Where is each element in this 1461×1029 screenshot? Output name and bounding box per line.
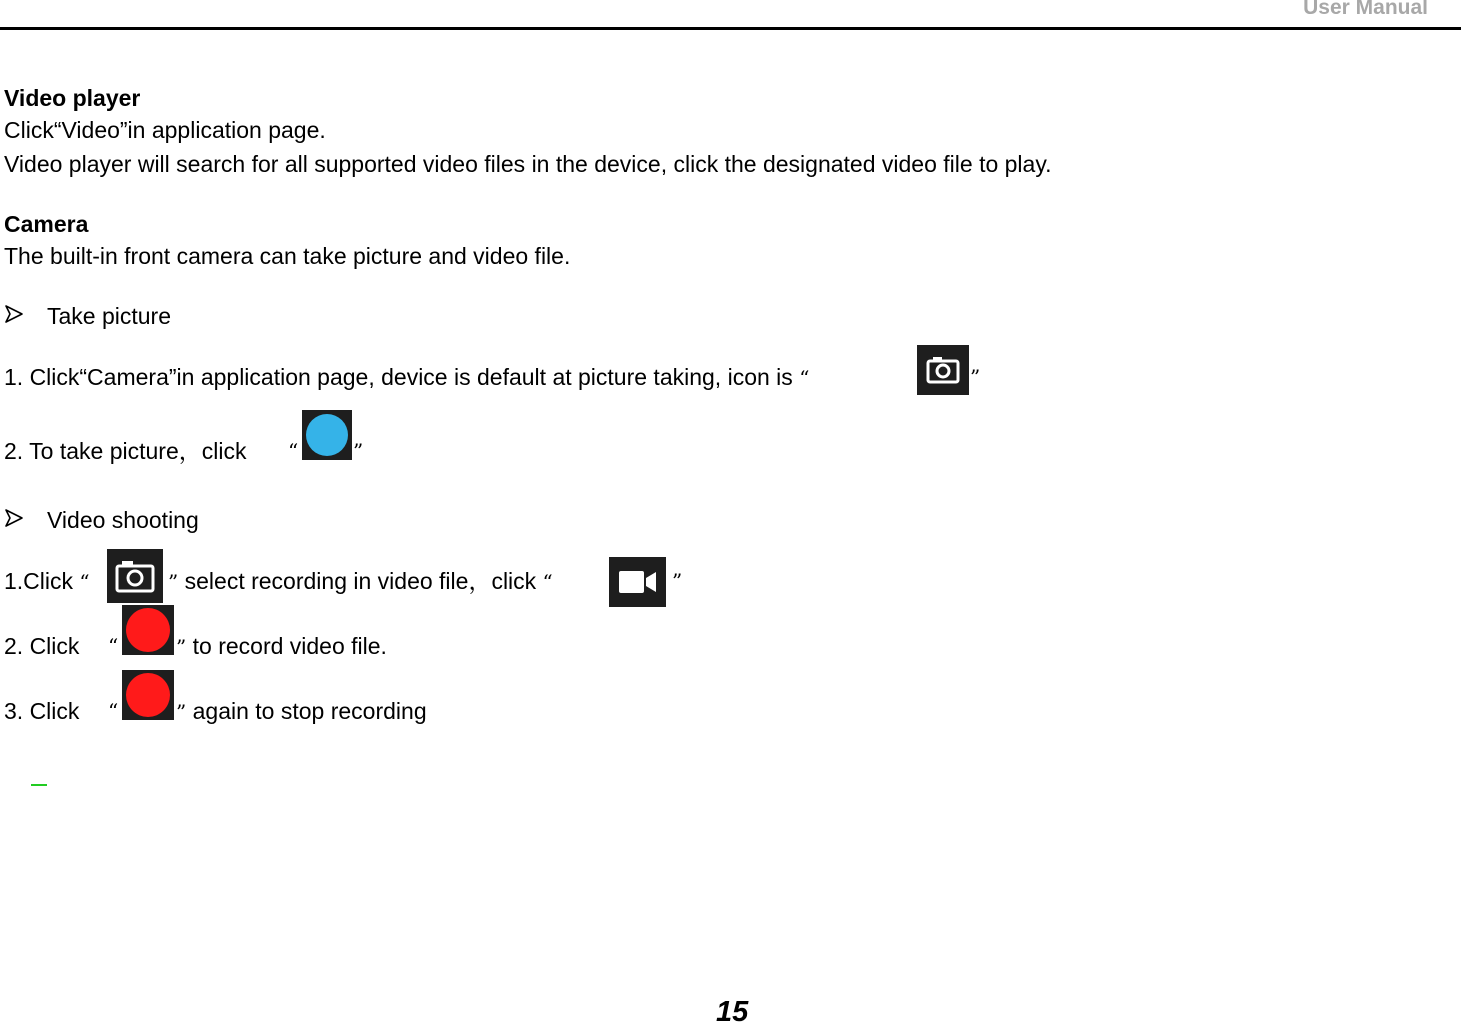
shutter-button-icon <box>302 410 352 465</box>
close-quote: ” <box>970 365 981 389</box>
record-button-icon <box>122 670 174 725</box>
take-picture-step1: 1. Click“Camera”in application page, device is default at picture taking, icon is “ <box>4 364 810 390</box>
open-quote: “ <box>108 699 119 723</box>
cursor-mark <box>31 784 47 786</box>
header-title: User Manual <box>1303 0 1428 19</box>
take-picture-bullet: Take picture <box>47 303 172 329</box>
header-rule <box>0 27 1461 30</box>
video-step1-b: ” select recording in video file，click “ <box>168 568 553 594</box>
record-button-icon <box>122 605 174 660</box>
camera-heading: Camera <box>4 211 89 237</box>
arrow-bullet-icon <box>4 304 24 330</box>
video-step3-a: 3. Click <box>4 698 80 724</box>
video-player-heading: Video player <box>4 85 141 111</box>
video-step2-b: ” to record video file. <box>176 633 387 659</box>
page-number: 15 <box>716 996 749 1028</box>
close-quote: ” <box>353 439 364 463</box>
video-player-line2: Video player will search for all supported video files in the device, click the designated video file to play. <box>4 151 1052 177</box>
camera-icon <box>107 549 163 608</box>
camera-intro: The built-in front camera can take picture and video file. <box>4 243 571 269</box>
close-quote: ” <box>672 569 683 593</box>
open-quote: “ <box>108 634 119 658</box>
video-camera-icon <box>609 557 666 612</box>
video-step1-a: 1.Click “ <box>4 568 90 594</box>
camera-icon <box>917 345 969 400</box>
video-step2-a: 2. Click <box>4 633 80 659</box>
arrow-bullet-icon <box>4 508 24 534</box>
video-player-line1: Click“Video”in application page. <box>4 117 326 143</box>
video-shooting-bullet: Video shooting <box>47 507 199 533</box>
video-step3-b: ” again to stop recording <box>176 698 427 724</box>
open-quote: “ <box>288 439 299 463</box>
take-picture-step2: 2. To take picture，click <box>4 438 247 464</box>
